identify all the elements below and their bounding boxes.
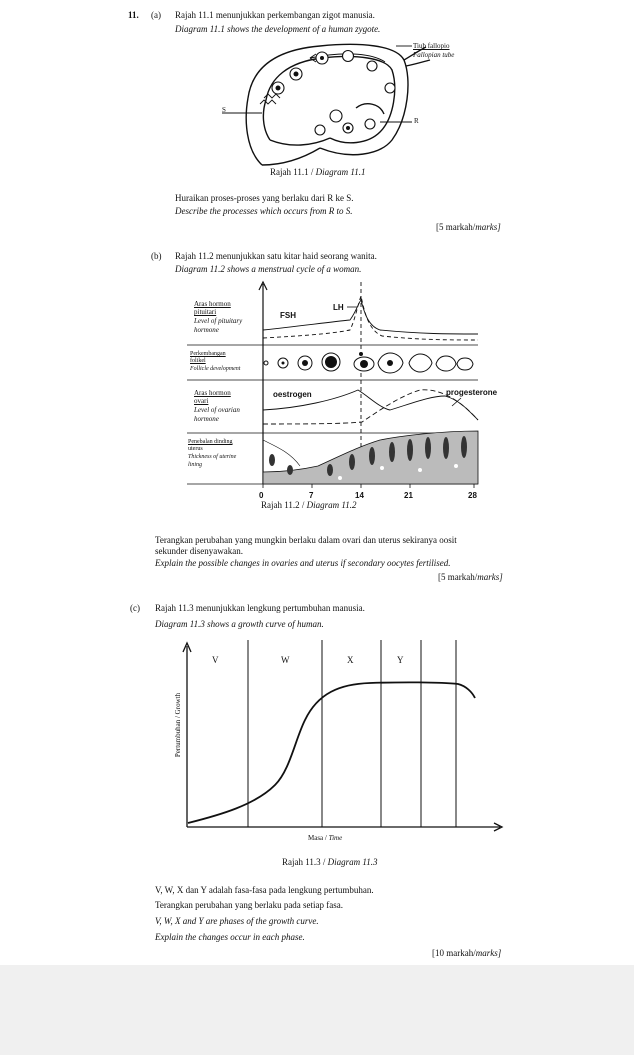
- oestrogen-label: oestrogen: [273, 390, 312, 399]
- part-b-label: (b): [151, 251, 162, 261]
- row3-label-ms2: ovari: [194, 397, 209, 405]
- phase-v: V: [212, 655, 219, 665]
- row4-label-ms2: uterus: [188, 446, 203, 452]
- row1-label-en2: hormone: [194, 326, 219, 334]
- part-b-marks: [5 markah/marks]: [438, 572, 503, 582]
- fallopian-label-ms: Tiub fallopio: [413, 42, 450, 50]
- part-c-question-ms1: V, W, X dan Y adalah fasa-fasa pada lengkung pertumbuhan.: [155, 885, 374, 895]
- row4-label-en2: lining: [188, 462, 203, 468]
- row3-label-en2: hormone: [194, 415, 219, 423]
- row2-label-ms1: Perkembangan: [190, 351, 226, 357]
- x-axis-label: Masa / Time: [308, 834, 343, 842]
- part-c-question-ms2: Terangkan perubahan yang berlaku pada setiap fasa.: [155, 900, 344, 910]
- row3-label-en1: Level of ovarian: [194, 406, 240, 414]
- row2-label-ms2: folikel: [190, 358, 206, 364]
- part-c-marks: [10 markah/marks]: [432, 948, 502, 958]
- day-tick-28: 28: [468, 491, 477, 500]
- part-a-line-en: Diagram 11.1 shows the development of a human zygote.: [175, 24, 381, 34]
- part-c-line-en: Diagram 11.3 shows a growth curve of human.: [155, 619, 324, 629]
- phase-y: Y: [397, 655, 404, 665]
- part-b-question-en: Explain the possible changes in ovaries and uterus if secondary oocytes fertilised.: [155, 558, 451, 568]
- row1-label-ms2: pituitari: [194, 308, 217, 316]
- row1-label-ms1: Aras hormon: [194, 300, 231, 308]
- day-tick-0: 0: [259, 491, 264, 500]
- part-b-question-ms2: sekunder disenyawakan.: [155, 546, 243, 556]
- row3-label-ms1: Aras hormon: [194, 389, 231, 397]
- caption-11-1: Rajah 11.1 / Diagram 11.1: [270, 167, 366, 177]
- label-r: R: [414, 117, 419, 125]
- part-b-line-en: Diagram 11.2 shows a menstrual cycle of a woman.: [175, 264, 362, 274]
- part-a-line-ms: Rajah 11.1 menunjukkan perkembangan zigot manusia.: [175, 10, 375, 20]
- label-s: S: [222, 106, 226, 114]
- part-a-question-en: Describe the processes which occurs from R to S.: [175, 206, 353, 216]
- part-b-question-ms1: Terangkan perubahan yang mungkin berlaku dalam ovari dan uterus sekiranya oosit: [155, 535, 457, 545]
- part-c-question-en1: V, W, X and Y are phases of the growth curve.: [155, 916, 319, 926]
- part-b-line-ms: Rajah 11.2 menunjukkan satu kitar haid seorang wanita.: [175, 251, 377, 261]
- row2-label-en: Follicle development: [190, 366, 241, 372]
- part-c-label: (c): [130, 603, 140, 613]
- fsh-label: FSH: [280, 311, 296, 320]
- row4-label-en1: Thickness of uterine: [188, 454, 237, 460]
- phase-w: W: [281, 655, 290, 665]
- row1-label-en1: Level of pituitary: [194, 317, 243, 325]
- fallopian-label-en: Fallopian tube: [413, 51, 455, 59]
- part-c-line-ms: Rajah 11.3 menunjukkan lengkung pertumbuhan manusia.: [155, 603, 365, 613]
- phase-x: X: [347, 655, 354, 665]
- lh-label: LH: [333, 303, 344, 312]
- part-a-label: (a): [151, 10, 161, 20]
- y-axis-label: Pertumbuhan / Growth: [174, 692, 182, 758]
- caption-11-2: Rajah 11.2 / Diagram 11.2: [261, 500, 357, 510]
- caption-11-3: Rajah 11.3 / Diagram 11.3: [282, 857, 378, 867]
- day-tick-21: 21: [404, 491, 413, 500]
- part-a-question-ms: Huraikan proses-proses yang berlaku dari R ke S.: [175, 193, 354, 203]
- day-tick-14: 14: [355, 491, 364, 500]
- question-number: 11.: [128, 10, 139, 20]
- part-c-question-en2: Explain the changes occur in each phase.: [155, 932, 305, 942]
- progesterone-label: progesterone: [446, 388, 498, 397]
- day-tick-7: 7: [309, 491, 314, 500]
- row4-label-ms1: Penebalan dinding: [188, 439, 233, 445]
- part-a-marks: [5 markah/marks]: [436, 222, 501, 232]
